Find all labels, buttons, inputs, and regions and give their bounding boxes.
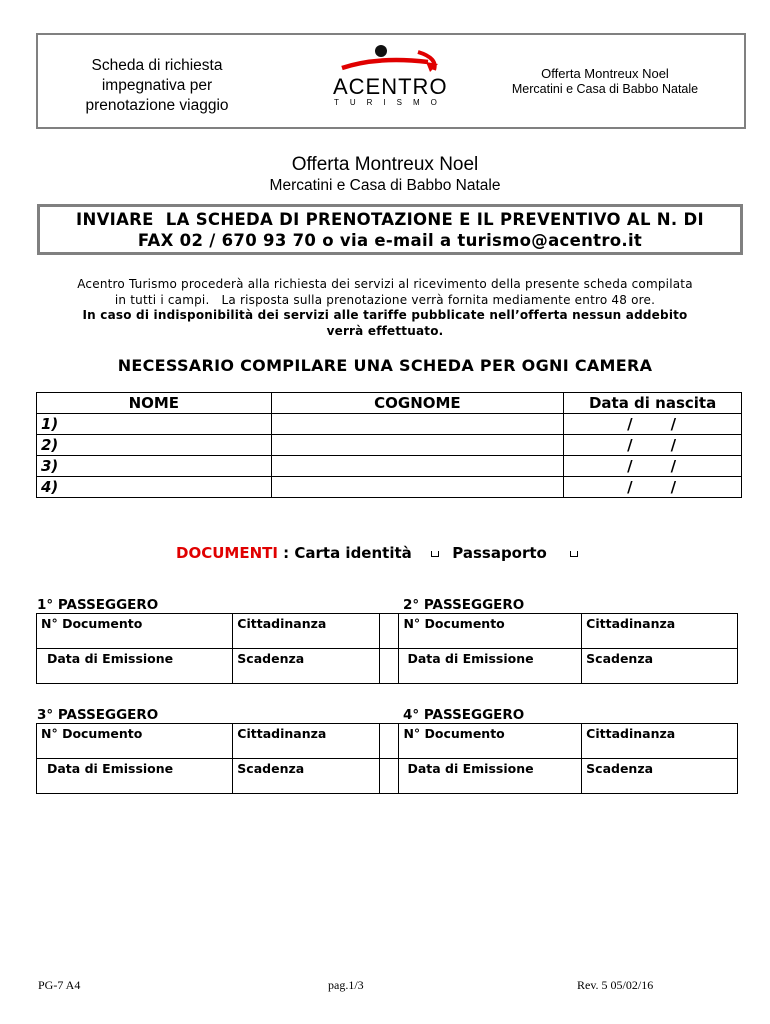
documents-row: DOCUMENTI : Carta identità Passaporto: [176, 544, 578, 562]
passenger-4-table: [380, 723, 738, 794]
documents-label: DOCUMENTI: [176, 544, 278, 562]
passenger-3-table: [36, 723, 380, 794]
header-nome: NOME: [37, 393, 272, 414]
passenger-4-title: 4° PASSEGGERO: [403, 707, 525, 723]
page-title: Offerta Montreux Noel: [291, 154, 479, 175]
cognome-field[interactable]: [271, 435, 564, 456]
passenger-4-cit-field[interactable]: Cittadinanza: [582, 724, 738, 759]
logo-sub: TURISMO: [334, 98, 448, 107]
info-text: Acentro Turismo procederà alla richiesta dei servizi al ricevimento della presente scheda compilata in tutti i campi. La risposta sulla prenotazione verrà fornita mediamente entro 48 ore. In caso di indisponibilità dei servizi alle tariffe pubblicate nell’offerta nessun addebito verrà effettuato.: [77, 277, 693, 338]
birthdate-field[interactable]: / /: [564, 456, 742, 477]
nome-field[interactable]: 1): [37, 414, 272, 435]
cognome-field[interactable]: [271, 456, 564, 477]
passenger-2-doc-field[interactable]: N° Documento: [399, 614, 582, 649]
acentro-logo-icon: [338, 42, 448, 78]
header-cognome: COGNOME: [271, 393, 564, 414]
passenger-2-cit-field[interactable]: Cittadinanza: [582, 614, 738, 649]
passenger-3-emission-field[interactable]: Data di Emissione: [37, 759, 233, 794]
table-row: [37, 456, 742, 477]
passenger-1-expiry-field[interactable]: Scadenza: [233, 649, 380, 684]
header-right-title: Offerta Montreux Noel: [541, 66, 669, 81]
footer-code: PG-7 A4: [38, 978, 81, 992]
passenger-3-doc-field[interactable]: N° Documento: [37, 724, 233, 759]
passenger-1-emission-field[interactable]: Data di Emissione: [37, 649, 233, 684]
passenger-2-expiry-field[interactable]: Scadenza: [582, 649, 738, 684]
passenger-4-emission-field[interactable]: Data di Emissione: [399, 759, 582, 794]
nome-field[interactable]: 4): [37, 477, 272, 498]
header-left-title: Scheda di richiesta impegnativa per prenotazione viaggio: [85, 57, 229, 114]
birthdate-field[interactable]: / /: [564, 414, 742, 435]
birthdate-field[interactable]: / /: [564, 435, 742, 456]
page-subtitle: Mercatini e Casa di Babbo Natale: [269, 177, 501, 194]
header-data-nascita: Data di nascita: [564, 393, 742, 414]
logo-name: ACENTRO: [333, 74, 448, 99]
table-row: [37, 414, 742, 435]
passenger-1-doc-field[interactable]: N° Documento: [37, 614, 233, 649]
names-table: [36, 392, 742, 498]
passenger-3-title: 3° PASSEGGERO: [37, 707, 159, 723]
passenger-2-table: [380, 613, 738, 684]
carta-identita-checkbox[interactable]: [431, 551, 439, 557]
passaporto-checkbox[interactable]: [570, 551, 578, 557]
footer-page: pag.1/3: [328, 978, 364, 992]
passaporto-label: Passaporto: [452, 544, 547, 562]
table-row: [37, 435, 742, 456]
passenger-1-cit-field[interactable]: Cittadinanza: [233, 614, 380, 649]
birthdate-field[interactable]: / /: [564, 477, 742, 498]
carta-identita-label: Carta identità: [294, 544, 412, 562]
passenger-3-cit-field[interactable]: Cittadinanza: [233, 724, 380, 759]
passenger-2-emission-field[interactable]: Data di Emissione: [399, 649, 582, 684]
passenger-2-title: 2° PASSEGGERO: [403, 597, 525, 613]
fax-notice: INVIARE LA SCHEDA DI PRENOTAZIONE E IL PREVENTIVO AL N. DI FAX 02 / 670 93 70 o via e-mail a turismo@acentro.it: [76, 210, 704, 250]
footer-revision: Rev. 5 05/02/16: [577, 978, 654, 992]
header-right-subtitle: Mercatini e Casa di Babbo Natale: [511, 82, 699, 96]
cognome-field[interactable]: [271, 477, 564, 498]
necessario-heading: NECESSARIO COMPILARE UNA SCHEDA PER OGNI CAMERA: [117, 356, 653, 375]
passenger-4-doc-field[interactable]: N° Documento: [399, 724, 582, 759]
table-row: [37, 477, 742, 498]
nome-field[interactable]: 3): [37, 456, 272, 477]
cognome-field[interactable]: [271, 414, 564, 435]
passenger-1-table: [36, 613, 380, 684]
passenger-1-title: 1° PASSEGGERO: [37, 597, 159, 613]
passenger-4-expiry-field[interactable]: Scadenza: [582, 759, 738, 794]
nome-field[interactable]: 2): [37, 435, 272, 456]
passenger-3-expiry-field[interactable]: Scadenza: [233, 759, 380, 794]
